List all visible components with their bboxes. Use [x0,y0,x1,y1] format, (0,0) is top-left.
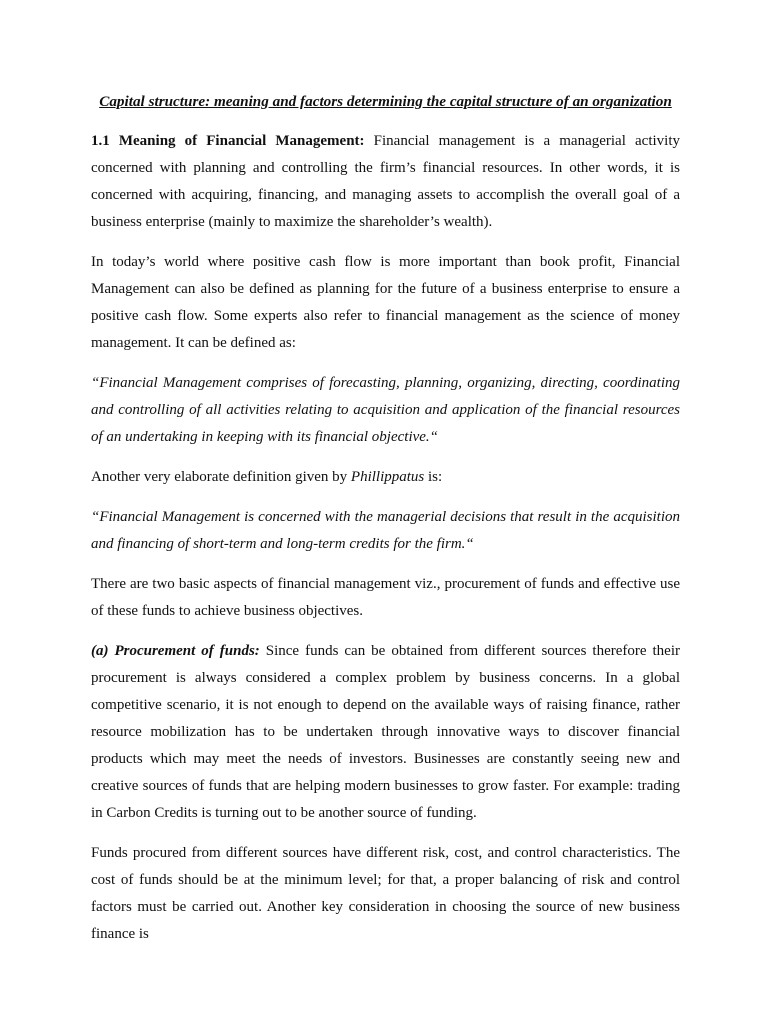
quote-definition-1: “Financial Management comprises of forecasting, planning, organizing, directing, coordinating and controlling of all activities relating to acquisition and application of the financial resources of an undertaking in keeping with its financial objective.“ [91,375,680,445]
paragraph-cash-flow: In today’s world where positive cash flow is more important than book profit, Financial Management can also be defined as planning for the future of a business enterprise to ensure a positive cash flow. Some experts also refer to financial management as the science of money management. It can be defined as: [91,254,680,351]
quote-definition-2: “Financial Management is concerned with the managerial decisions that result in the acquisition and financing of short-term and long-term credits for the firm.“ [91,509,680,552]
procurement-heading: (a) Procurement of funds: [91,643,260,659]
procurement-text: Since funds can be obtained from different sources therefore their procurement is always considered a complex problem by business concerns. In a global competitive scenario, it is not enough to depend on the available ways of raising finance, rather resource mobilization has to be undertaken through innovative ways to discover financial products which may meet the needs of investors. Businesses are constantly seeing new and creative sources of funds that are helping modern businesses to grow faster. For example: trading in Carbon Credits is turning out to be another source of funding. [91,643,681,821]
author-name: Phillippatus [350,469,425,485]
paragraph-funds-procured: Funds procured from different sources have different risk, cost, and control characteristics. The cost of funds should be at the minimum level; for that, a proper balancing of risk and control factors must be carried out. Another key consideration in choosing the source of new business finance is [91,845,680,942]
paragraph-meaning [91,128,680,236]
section-heading: 1.1 Meaning of Financial Management: [91,133,365,149]
document-title: Capital structure: meaning and factors determining the capital structure of an organization [99,93,672,110]
paragraph-procurement [91,638,680,827]
para3-pre: Another very elaborate definition given by [91,469,351,485]
paragraph-phillippatus [91,464,680,491]
paragraph-two-aspects: There are two basic aspects of financial management viz., procurement of funds and effective use of these funds to achieve business objectives. [91,576,680,619]
section-text: Financial management is a managerial activity concerned with planning and controlling the firm’s financial resources. In other words, it is concerned with acquiring, financing, and managing assets to accomplish the overall goal of a business enterprise (mainly to maximize the shareholder’s wealth). [91,133,680,230]
para3-post: is: [424,469,443,485]
